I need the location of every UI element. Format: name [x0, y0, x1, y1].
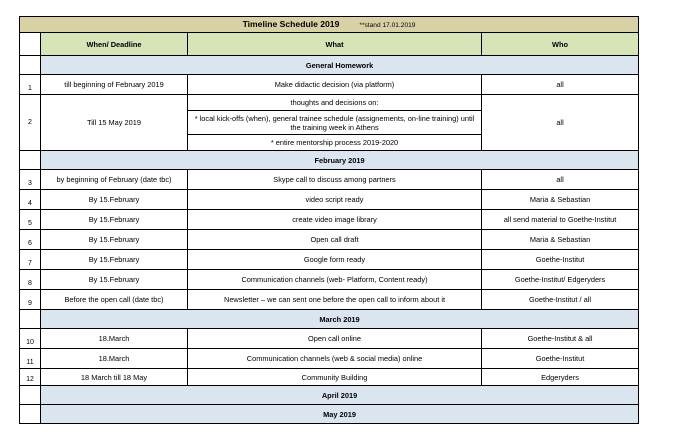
row-when: By 15.February	[41, 190, 188, 210]
row-number: 2	[20, 95, 41, 151]
section-title: March 2019	[41, 310, 639, 329]
row-what: Skype call to discuss among partners	[188, 170, 482, 190]
row-what: create video image library	[188, 210, 482, 230]
row-when: By 15.February	[41, 210, 188, 230]
row-number: 6	[20, 230, 41, 250]
row-what: Open call draft	[188, 230, 482, 250]
header-num	[20, 33, 41, 56]
row-when: 18.March	[41, 349, 188, 369]
table-row	[20, 170, 639, 190]
row-what: thoughts and decisions on:	[188, 95, 482, 111]
row-what: Newsletter – we can sent one before the open call to inform about it	[188, 290, 482, 310]
table-row	[20, 290, 639, 310]
row-who: Goethe-Institut / all	[482, 290, 639, 310]
row-what: Google form ready	[188, 250, 482, 270]
row-when: till beginning of February 2019	[41, 75, 188, 95]
row-number: 7	[20, 250, 41, 270]
row-when: Till 15 May 2019	[41, 95, 188, 151]
table-row	[20, 329, 639, 349]
row-when: Before the open call (date tbc)	[41, 290, 188, 310]
row-number: 1	[20, 75, 41, 95]
row-who: all	[482, 170, 639, 190]
row-who: Maria & Sebastian	[482, 230, 639, 250]
section-title: April 2019	[41, 386, 639, 405]
table-row	[20, 95, 639, 111]
row-what: Open call online	[188, 329, 482, 349]
timeline-table	[19, 16, 639, 424]
row-number: 12	[20, 369, 41, 386]
stand-note: **stand 17.01.2019	[359, 21, 416, 29]
row-who: Goethe-Institut	[482, 349, 639, 369]
row-who: Maria & Sebastian	[482, 190, 639, 210]
section-row	[20, 386, 639, 405]
table-row	[20, 190, 639, 210]
row-who: all send material to Goethe-Institut	[482, 210, 639, 230]
table-row	[20, 349, 639, 369]
section-row	[20, 405, 639, 424]
row-number: 3	[20, 170, 41, 190]
row-number: 8	[20, 270, 41, 290]
row-who: all	[482, 75, 639, 95]
row-when: by beginning of February (date tbc)	[41, 170, 188, 190]
row-who: Goethe-Institut/ Edgeryders	[482, 270, 639, 290]
section-row	[20, 310, 639, 329]
row-what: Make didactic decision (via platform)	[188, 75, 482, 95]
table-title: Timeline Schedule 2019	[242, 18, 340, 29]
section-row	[20, 56, 639, 75]
row-when: By 15.February	[41, 250, 188, 270]
row-what-detail: * entire mentorship process 2019-2020	[188, 135, 482, 151]
table-row	[20, 75, 639, 95]
header-who: Who	[482, 33, 639, 56]
row-who: Goethe-Institut	[482, 250, 639, 270]
row-what-detail: * local kick-offs (when), general trainee schedule (assignements, on-line training) until the training week in Athens	[188, 111, 482, 135]
row-when: 18 March till 18 May	[41, 369, 188, 386]
row-when: 18.March	[41, 329, 188, 349]
table-row	[20, 369, 639, 386]
row-when: By 15.February	[41, 270, 188, 290]
row-when: By 15.February	[41, 230, 188, 250]
row-what: video script ready	[188, 190, 482, 210]
header-what: What	[188, 33, 482, 56]
section-title: May 2019	[41, 405, 639, 424]
section-title: February 2019	[41, 151, 639, 170]
table-row	[20, 250, 639, 270]
row-number: 5	[20, 210, 41, 230]
row-number: 9	[20, 290, 41, 310]
row-number: 4	[20, 190, 41, 210]
row-what: Communication channels (web- Platform, Content ready)	[188, 270, 482, 290]
section-title: General Homework	[41, 56, 639, 75]
row-who: all	[482, 95, 639, 151]
row-who: Goethe-Institut & all	[482, 329, 639, 349]
row-what: Communication channels (web & social media) online	[188, 349, 482, 369]
row-what: Community Building	[188, 369, 482, 386]
table-row	[20, 230, 639, 250]
section-row	[20, 151, 639, 170]
column-header-row	[20, 33, 639, 56]
table-row	[20, 210, 639, 230]
row-number: 10	[20, 329, 41, 349]
table-row	[20, 270, 639, 290]
row-number: 11	[20, 349, 41, 369]
table-title-cell	[20, 17, 639, 33]
row-who: Edgeryders	[482, 369, 639, 386]
header-when: When/ Deadline	[41, 33, 188, 56]
